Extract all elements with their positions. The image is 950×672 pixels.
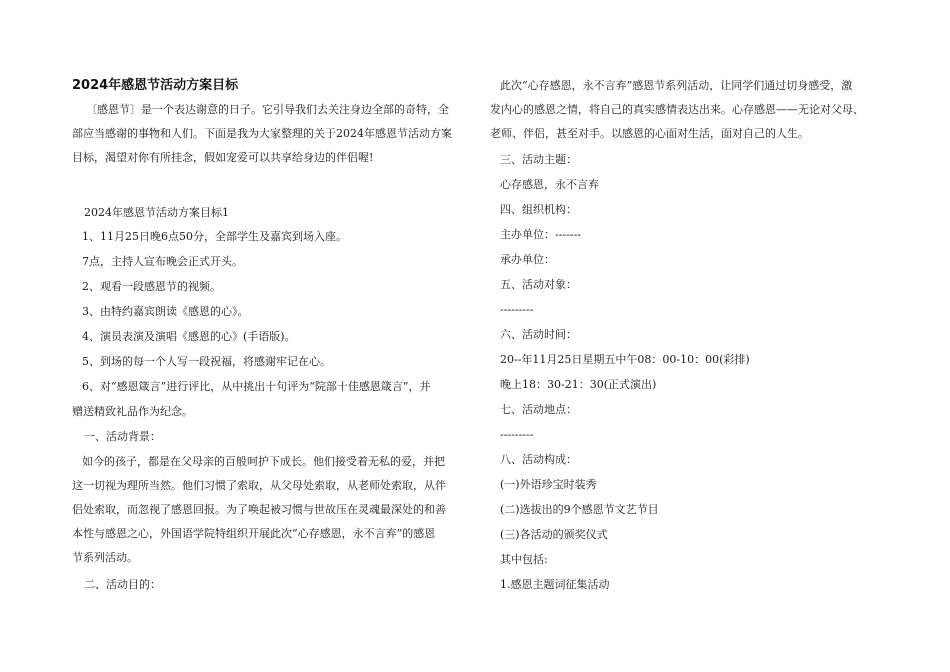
paragraph-line: 本性与感恩之心，外国语学院特组织开展此次“心存感恩，永不言弃”的感恩: [72, 527, 436, 540]
list-item: 7点，主持人宣布晚会正式开头。: [82, 255, 243, 268]
doc-title: 2024年感恩节活动方案目标: [72, 78, 239, 93]
text-line: 其中包括:: [500, 553, 548, 566]
paragraph-line: 这一切视为理所当然。他们习惯了索取，从父母处索取，从老师处索取，从伴: [72, 479, 446, 492]
section-heading: 一、活动背景：: [84, 430, 161, 443]
intro-line: 〔感恩节〕是一个表达谢意的日子。它引导我们去关注身边全部的奇特，全: [86, 103, 449, 116]
list-item: (一)外语珍宝时装秀: [500, 478, 597, 491]
paragraph-line: 老师、伴侣，甚至对手。以感恩的心面对生活，面对自己的人生。: [490, 127, 809, 140]
text-line: 晚上18：30-21：30(正式演出): [500, 378, 657, 391]
paragraph-line: 如今的孩子，都是在父母亲的百般呵护下成长。他们接受着无私的爱，并把: [82, 455, 445, 468]
list-item: 1.感恩主题词征集活动: [500, 578, 610, 591]
list-item-continued: 赠送精致礼品作为纪念。: [72, 405, 193, 418]
section-heading: 二、活动目的：: [84, 578, 161, 591]
intro-line: 目标，渴望对你有所挂念，假如宠爱可以共享给身边的伴侣喔!: [72, 151, 374, 164]
list-item: 6、对“感恩箴言”进行评比，从中挑出十句评为“院部十佳感恩箴言”，并: [82, 380, 431, 393]
placeholder-dashes: ---------: [500, 303, 534, 316]
text-line: 主办单位：-------: [500, 228, 582, 241]
list-item: 2、观看一段感恩节的视频。: [82, 280, 221, 293]
text-line: 20--年11月25日星期五中午08：00-10：00(彩排): [500, 353, 750, 366]
list-item: 5、到场的每一个人写一段祝福，将感谢牢记在心。: [82, 355, 331, 368]
list-item: 1、11月25日晚6点50分，全部学生及嘉宾到场入座。: [82, 230, 347, 243]
section-heading: 2024年感恩节活动方案目标1: [84, 206, 229, 219]
section-heading: 八、活动构成：: [500, 453, 577, 466]
paragraph-line: 此次“心存感恩，永不言弃”感恩节系列活动，让同学们通过切身感受，激: [500, 79, 853, 92]
paragraph-line: 节系列活动。: [72, 551, 138, 564]
section-heading: 七、活动地点：: [500, 403, 577, 416]
list-item: (三)各活动的颁奖仪式: [500, 528, 608, 541]
text-line: 承办单位：: [500, 253, 555, 266]
text-line: 心存感恩，永不言弃: [500, 178, 599, 191]
paragraph-line: 发内心的感恩之情，将自己的真实感情表达出来。心存感恩——无论对父母、: [490, 103, 864, 116]
list-item: 3、由特约嘉宾朗读《感恩的心》。: [82, 305, 249, 318]
placeholder-dashes: ---------: [500, 428, 534, 441]
intro-line: 部应当感谢的事物和人们。下面是我为大家整理的关于2024年感恩节活动方案: [72, 127, 452, 140]
section-heading: 四、组织机构：: [500, 203, 577, 216]
paragraph-line: 侣处索取，而忽视了感恩回报。为了唤起被习惯与世故压在灵魂最深处的和善: [72, 503, 446, 516]
list-item: 4、演员表演及演唱《感恩的心》(手语版)。: [82, 330, 296, 343]
list-item: (二)选拔出的9个感恩节文艺节目: [500, 503, 659, 516]
section-heading: 三、活动主题：: [500, 153, 577, 166]
section-heading: 六、活动时间：: [500, 328, 577, 341]
section-heading: 五、活动对象：: [500, 278, 577, 291]
